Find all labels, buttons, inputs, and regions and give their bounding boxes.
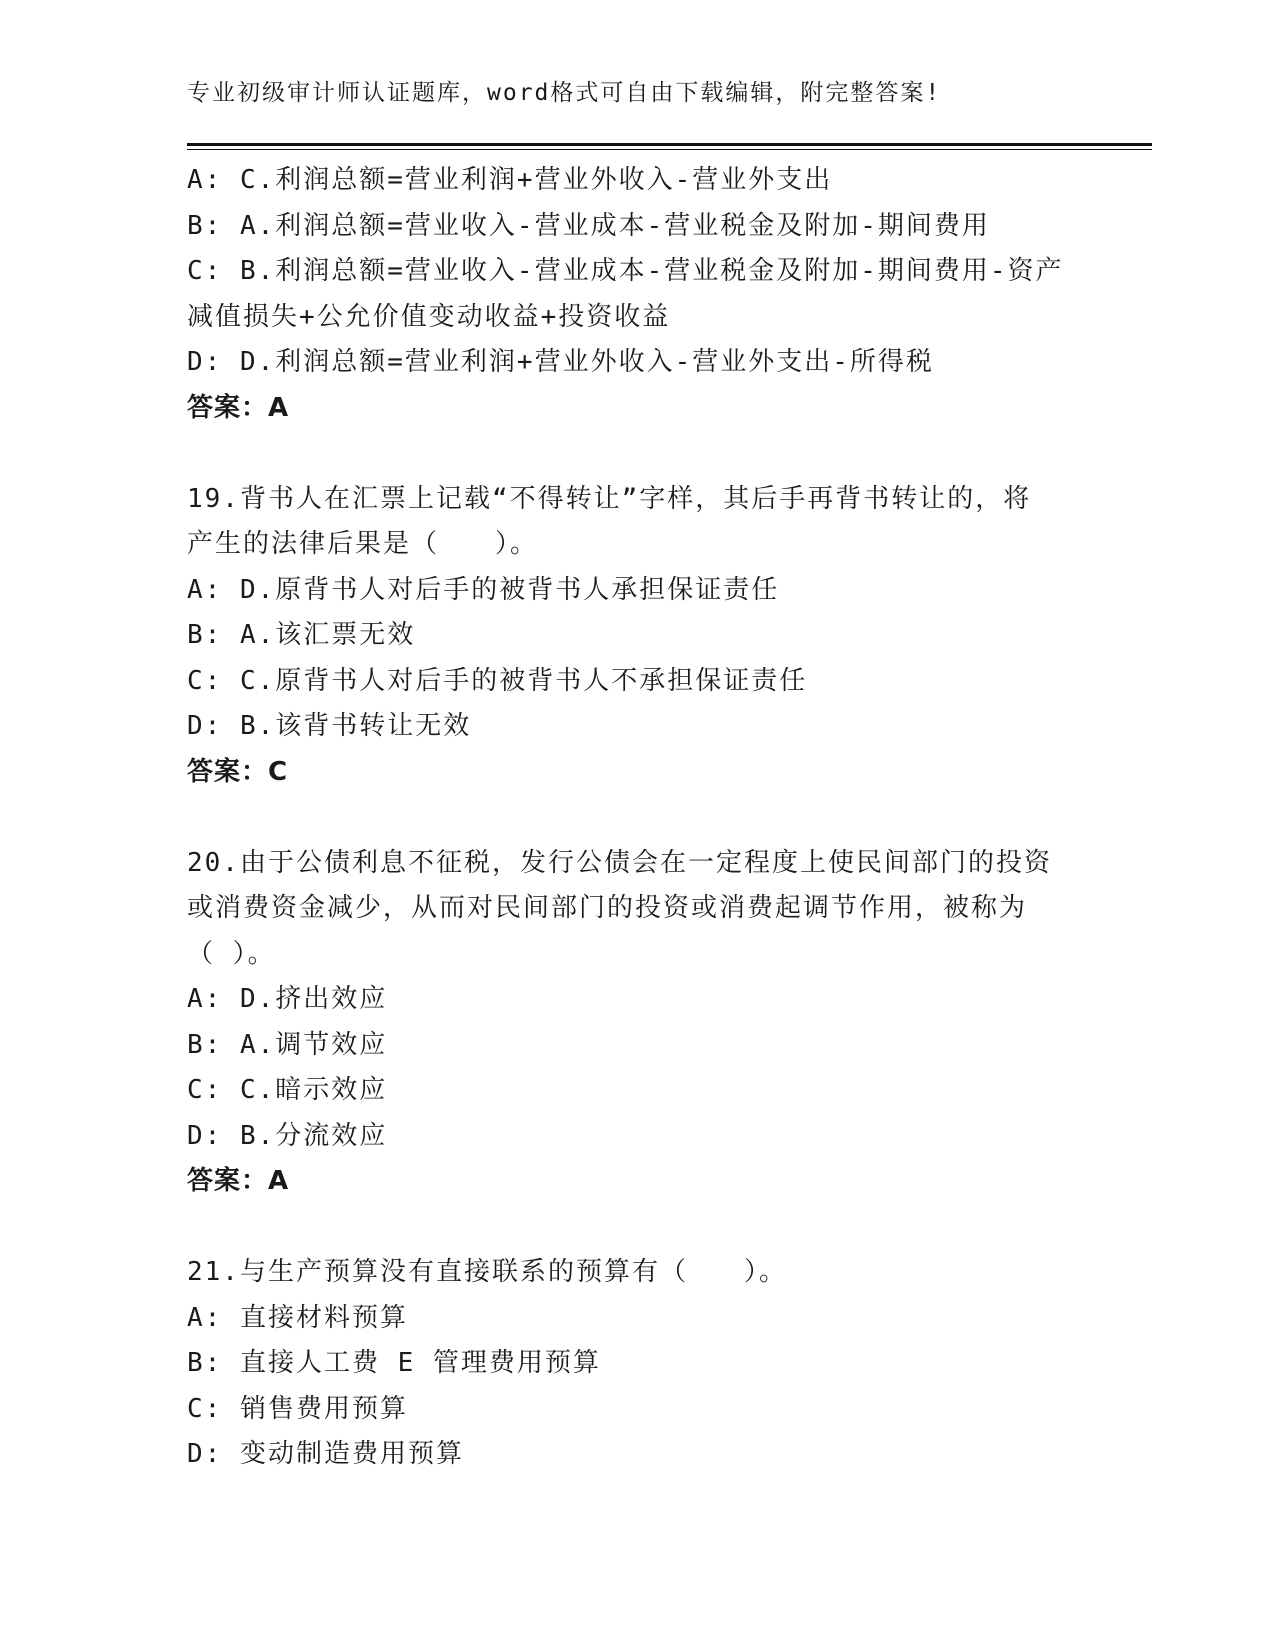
- header-rule-thin: [187, 149, 1152, 150]
- spacer: [187, 795, 1087, 841]
- question-stem-continued: （ ）。: [187, 938, 276, 969]
- option-b: B: A.调节效应: [187, 1029, 388, 1060]
- option-c-continued: 减值损失+公允价值变动收益+投资收益: [187, 301, 671, 332]
- answer: 答案：C: [187, 756, 289, 787]
- option-c: C: 销售费用预算: [187, 1393, 408, 1424]
- option-b: B: A.利润总额=营业收入-营业成本-营业税金及附加-期间费用: [187, 210, 990, 241]
- page-header: 专业初级审计师认证题库，word格式可自由下载编辑，附完整答案!: [187, 80, 942, 106]
- question-21: [187, 1250, 1087, 1478]
- question-stem-continued: 或消费资金减少，从而对民间部门的投资或消费起调节作用，被称为: [187, 893, 1028, 923]
- question-18-tail: [187, 158, 1087, 431]
- spacer: [187, 1205, 1087, 1251]
- option-c: C: C.暗示效应: [187, 1075, 388, 1105]
- question-stem: 20.由于公债利息不征税，发行公债会在一定程度上使民间部门的投资: [187, 847, 1052, 878]
- option-a: A: D.挤出效应: [187, 984, 388, 1014]
- option-c: C: B.利润总额=营业收入-营业成本-营业税金及附加-期间费用-资产: [187, 256, 1064, 286]
- header-rule-thick: [187, 143, 1152, 146]
- question-stem: 19.背书人在汇票上记载“不得转让”字样，其后手再背书转让的，将: [187, 483, 1032, 514]
- option-c: C: C.原背书人对后手的被背书人不承担保证责任: [187, 665, 808, 696]
- option-d: D: B.分流效应: [187, 1120, 388, 1151]
- question-content: [187, 158, 1087, 1478]
- question-20: [187, 841, 1087, 1205]
- question-19: [187, 477, 1087, 796]
- answer: 答案：A: [187, 392, 290, 423]
- spacer: [187, 431, 1087, 477]
- option-d: D: B.该背书转让无效: [187, 711, 472, 741]
- option-d: D: 变动制造费用预算: [187, 1439, 464, 1469]
- answer: 答案：A: [187, 1166, 290, 1196]
- question-stem-continued: 产生的法律后果是（ ）。: [187, 529, 539, 559]
- option-a: A: 直接材料预算: [187, 1302, 408, 1333]
- option-b: B: A.该汇票无效: [187, 620, 416, 650]
- option-a: A: C.利润总额=营业利润+营业外收入-营业外支出: [187, 165, 833, 195]
- option-a: A: D.原背书人对后手的被背书人承担保证责任: [187, 574, 780, 605]
- option-b: B: 直接人工费 E 管理费用预算: [187, 1348, 601, 1378]
- question-stem: 21.与生产预算没有直接联系的预算有（ ）。: [187, 1257, 787, 1287]
- option-d: D: D.利润总额=营业利润+营业外收入-营业外支出-所得税: [187, 347, 934, 377]
